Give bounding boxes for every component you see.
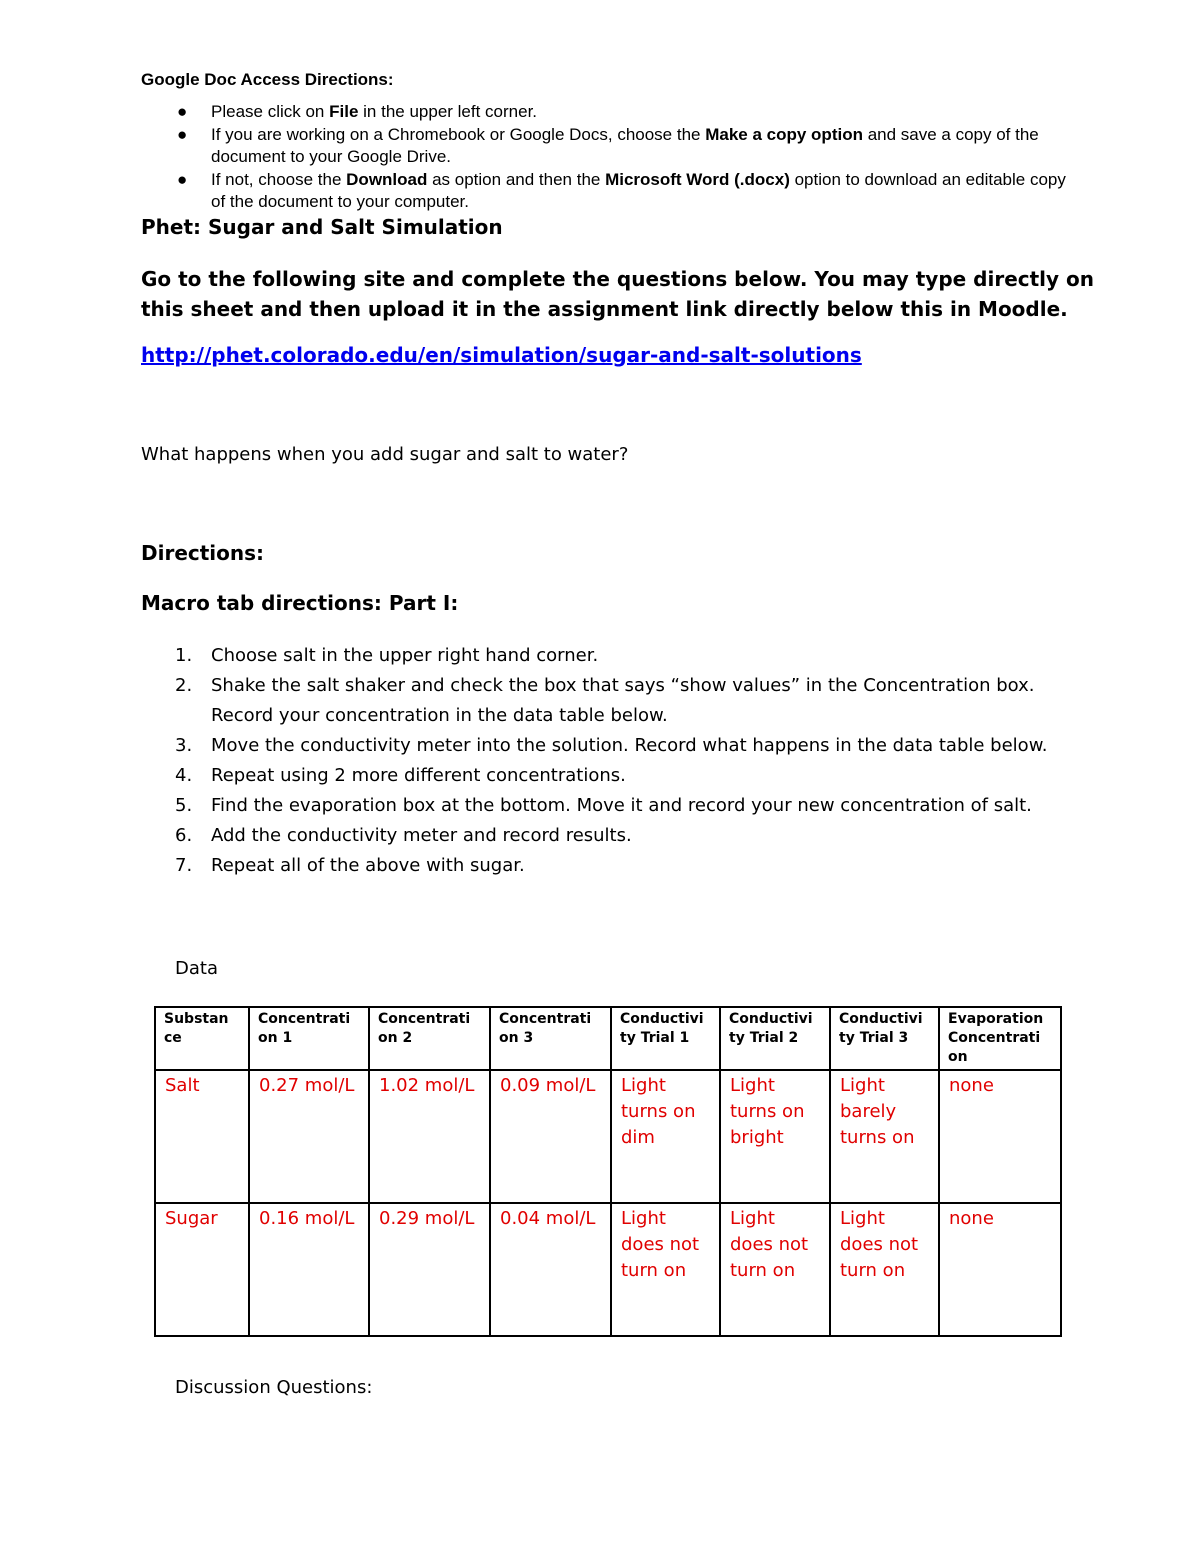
table-cell[interactable]: 1.02 mol/L [369, 1070, 490, 1203]
steps-list [141, 641, 1061, 881]
table-cell[interactable]: Light does not turn on [720, 1203, 830, 1336]
column-header: Conductivi ty Trial 1 [611, 1007, 720, 1070]
table-row [155, 1070, 1061, 1203]
list-item: 3. Move the conductivity meter into the solution. Record what happens in the data table below. [175, 735, 1048, 756]
table-cell[interactable]: Light turns on bright [720, 1070, 830, 1203]
bullet-icon: ● [177, 102, 188, 121]
table-cell[interactable]: 0.16 mol/L [249, 1203, 369, 1336]
table-cell[interactable]: Light does not turn on [611, 1203, 720, 1336]
directions-heading: Directions: [141, 541, 265, 565]
page-title: Phet: Sugar and Salt Simulation [141, 215, 503, 239]
table-cell[interactable]: 0.29 mol/L [369, 1203, 490, 1336]
column-header: Substan ce [155, 1007, 249, 1070]
bullet-icon: ● [177, 169, 188, 189]
column-header: Concentrati on 2 [369, 1007, 490, 1070]
list-item: 2. Shake the salt shaker and check the box that says “show values” in the Concentration box. Record your concentration in the data table below. [175, 675, 1035, 726]
macro-tab-heading: Macro tab directions: Part I: [141, 591, 459, 615]
list-item: 6. Add the conductivity meter and record results. [175, 825, 632, 846]
discussion-heading: Discussion Questions: [175, 1377, 373, 1398]
table-cell[interactable]: 0.09 mol/L [490, 1070, 611, 1203]
column-header: Evaporation Concentrati on [939, 1007, 1061, 1070]
bullet-item: ● If you are working on a Chromebook or Google Docs, choose the Make a copy option and save a copy of the document to your Google Drive. [177, 124, 1039, 166]
google-doc-title: Google Doc Access Directions: [141, 70, 394, 89]
google-doc-bullets [141, 101, 1071, 214]
bullet-item: ● If not, choose the Download as option and then the Microsoft Word (.docx) option to download an editable copy of the document to your computer. [177, 169, 1066, 211]
table-cell[interactable]: none [939, 1070, 1061, 1203]
list-item: 4. Repeat using 2 more different concentrations. [175, 765, 626, 786]
table-header-row [155, 1007, 1061, 1070]
table-cell[interactable]: none [939, 1203, 1061, 1336]
table-cell[interactable]: Salt [155, 1070, 249, 1203]
table-cell[interactable]: Light does not turn on [830, 1203, 939, 1336]
column-header: Conductivi ty Trial 3 [830, 1007, 939, 1070]
table-cell[interactable]: 0.04 mol/L [490, 1203, 611, 1336]
table-row [155, 1203, 1061, 1336]
bullet-icon: ● [177, 124, 188, 144]
intro-paragraph: Go to the following site and complete the questions below. You may type directly on this sheet and then upload it in the assignment link directly below this in Moodle. [141, 267, 1095, 321]
table-cell[interactable]: Sugar [155, 1203, 249, 1336]
list-item: 1. Choose salt in the upper right hand corner. [175, 645, 599, 666]
list-item: 5. Find the evaporation box at the bottom. Move it and record your new concentration of salt. [175, 795, 1032, 816]
question-text: What happens when you add sugar and salt to water? [141, 444, 629, 465]
list-item: 7. Repeat all of the above with sugar. [175, 855, 525, 876]
data-table [154, 1006, 1062, 1337]
simulation-link[interactable]: http://phet.colorado.edu/en/simulation/sugar-and-salt-solutions [141, 343, 862, 367]
table-cell[interactable]: Light turns on dim [611, 1070, 720, 1203]
column-header: Concentrati on 3 [490, 1007, 611, 1070]
table-cell[interactable]: Light barely turns on [830, 1070, 939, 1203]
data-label: Data [175, 958, 218, 979]
column-header: Conductivi ty Trial 2 [720, 1007, 830, 1070]
column-header: Concentrati on 1 [249, 1007, 369, 1070]
table-cell[interactable]: 0.27 mol/L [249, 1070, 369, 1203]
bullet-item: ● Please click on File in the upper left corner. [141, 101, 1071, 124]
